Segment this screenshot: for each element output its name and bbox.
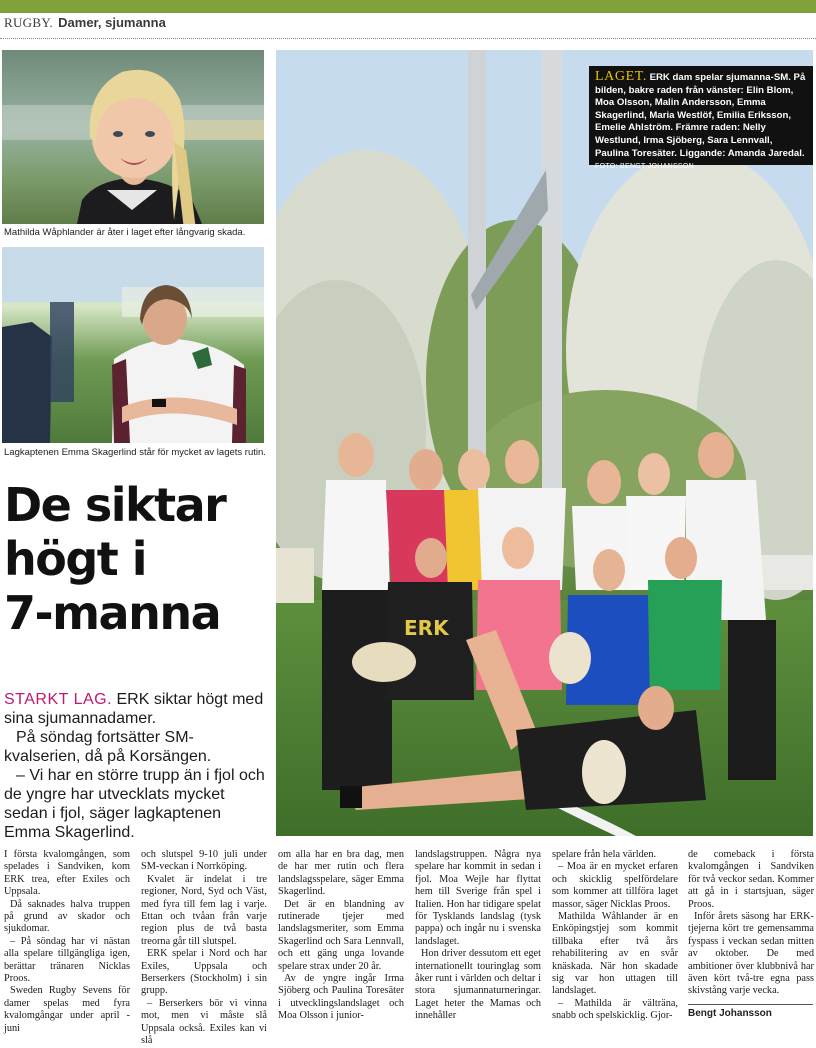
section-title: Damer, sjumanna (58, 15, 166, 30)
team-photo (276, 50, 813, 836)
section-kicker: RUGBY. (4, 15, 53, 30)
byline-divider (688, 1004, 813, 1005)
team-photo-caption-box (589, 66, 813, 171)
lead-paragraph-3: – Vi har en större trupp än i fjol och de yngre har utvecklats mycket sedan i fjol, säger lagkaptenen Emma Skagerlind. (4, 767, 265, 841)
lead-kicker: STARKT LAG. (4, 691, 113, 708)
headline-line-3: 7-manna (4, 586, 221, 640)
author-byline: Bengt Johansson (688, 1008, 772, 1019)
col3-paragraph: om alla har en bra dag, men de har mer rutin och flera landslagsspelare, säger Emma Skagerlind. (278, 849, 404, 898)
col5-paragraph: – Moa är en mycket erfaren och skicklig spelfördelare som kommer att tillföra laget massor, säger Nicklas Proos. (552, 861, 678, 910)
body-column-5 (552, 849, 678, 1023)
body-column-2 (141, 849, 267, 1048)
col6-paragraph: de comeback i första kvalomgången i Sandviken för två veckor sedan. Kommer att gå in i startsjuan, säger Proos. (688, 849, 814, 910)
col3-paragraph: Av de yngre ingår Irma Sjöberg och Paulina Toresäter i utvecklingslandslaget och Moa Olsson i junior- (278, 973, 404, 1022)
body-column-6 (688, 849, 814, 998)
body-column-1 (4, 849, 130, 1035)
col4-paragraph: Hon driver dessutom ett eget internationellt touringlag som åker runt i världen och deltar i stora sjumannaturneringar. Laget heter the Mamas och innehåller (415, 948, 541, 1022)
lead-paragraph-1: ERK siktar högt med sina sjumannadamer. (4, 691, 264, 727)
col4-paragraph: landslagstruppen. Några nya spelare har kommit in sedan i fjol. Moa Wejle har flyttat hem till Sverige från spel i Italien. Hon har tidigare spelat för Tysklands landslag (tysk pappa) och ingår nu i svenska landslaget. (415, 849, 541, 947)
portrait-caption-1: Mathilda Wåphlander är åter i laget efter långvarig skada. (4, 227, 246, 238)
body-column-3 (278, 849, 404, 1023)
col6-paragraph: Inför årets säsong har ERK-tjejerna kört tre gemensamma fyspass i veckan sedan mitten av oktober. De med ambitioner över klubbnivå har även kört två-tre egna pass skivstång varje vecka. (688, 911, 814, 997)
col3-paragraph: Det är en blandning av rutinerade tjejer med landslagsmeriter, som Emma Skagerlind och Sara Lennvall, och ett gäng unga lovande spelare strax under 20 år. (278, 898, 404, 972)
infobox-text: ERK dam spelar sjumanna-SM. På bilden, bakre raden från vänster: Elin Blom, Moa Olsson, Malin Andersson, Emma Skagerlind, Maria Westlöf, Emilia Eriksson, Emelie Ahlström. Främre raden: Nelly Westlund, Irma Sjöberg, Sara Lennvall, Paulina Toresäter. Liggande: Amanda Jaredal. (595, 72, 806, 159)
col5-paragraph: spelare från hela världen. (552, 849, 657, 860)
col1-paragraph: I första kvalomgången, som spelades i Sandviken, kom ERK trea, efter Exiles och Uppsala. (4, 849, 130, 898)
portrait-photo-1 (2, 50, 264, 224)
col1-paragraph: Sweden Rugby Sevens för damer spelas med fyra kvalomgångar under april - juni (4, 985, 130, 1034)
col2-paragraph: ERK spelar i Nord och har Exiles, Uppsala och Berserkers (Stockholm) i sin grupp. (141, 948, 267, 997)
portrait-caption-2: Lagkaptenen Emma Skagerlind står för mycket av lagets rutin. (4, 447, 266, 458)
infobox-kicker: LAGET. (595, 69, 647, 84)
col5-paragraph: Mathilda Wåhlander är en Enköpingstjej som kommit tillbaka efter två års rehabilitering av en svår knäskada. När hon skadade sig var hon uttagen till landslaget. (552, 911, 678, 997)
headline-line-1: De siktar (4, 478, 226, 532)
col2-paragraph: och slutspel 9-10 juli under SM-veckan i Norrköping. (141, 849, 267, 873)
jersey-text: ERK (404, 616, 449, 640)
body-column-4 (415, 849, 541, 1023)
section-header (4, 15, 166, 31)
col1-paragraph: – På söndag har vi nästan alla spelare tillgängliga igen, berättar tränaren Nicklas Proos. (4, 935, 130, 985)
col5-paragraph: – Mathilda är välträna, snabb och spelskicklig. Gjor- (552, 997, 678, 1022)
top-accent-bar (0, 0, 816, 13)
article-lead (4, 690, 270, 842)
lead-paragraph-2: På söndag fortsätter SM-kvalserien, då på Korsängen. (4, 729, 212, 765)
col2-paragraph: Kvalet är indelat i tre regioner, Nord, Syd och Väst, med fyra till fem lag i varje. Ettan och tvåan från varje region plus de två basta treorna går till slutspel. (141, 873, 267, 947)
col2-paragraph: – Berserkers bör vi vinna mot, men vi måste slå Uppsala också. Exiles kan vi slå (141, 997, 267, 1047)
article-headline (4, 478, 274, 640)
portrait-photo-2 (2, 247, 264, 443)
col1-paragraph: Då saknades halva truppen på grund av skador och sjukdomar. (4, 898, 130, 935)
header-divider (0, 38, 816, 39)
photo-credit: FOTO: BENGT JOHANSSON (595, 163, 694, 171)
headline-line-2: högt i (4, 532, 147, 586)
